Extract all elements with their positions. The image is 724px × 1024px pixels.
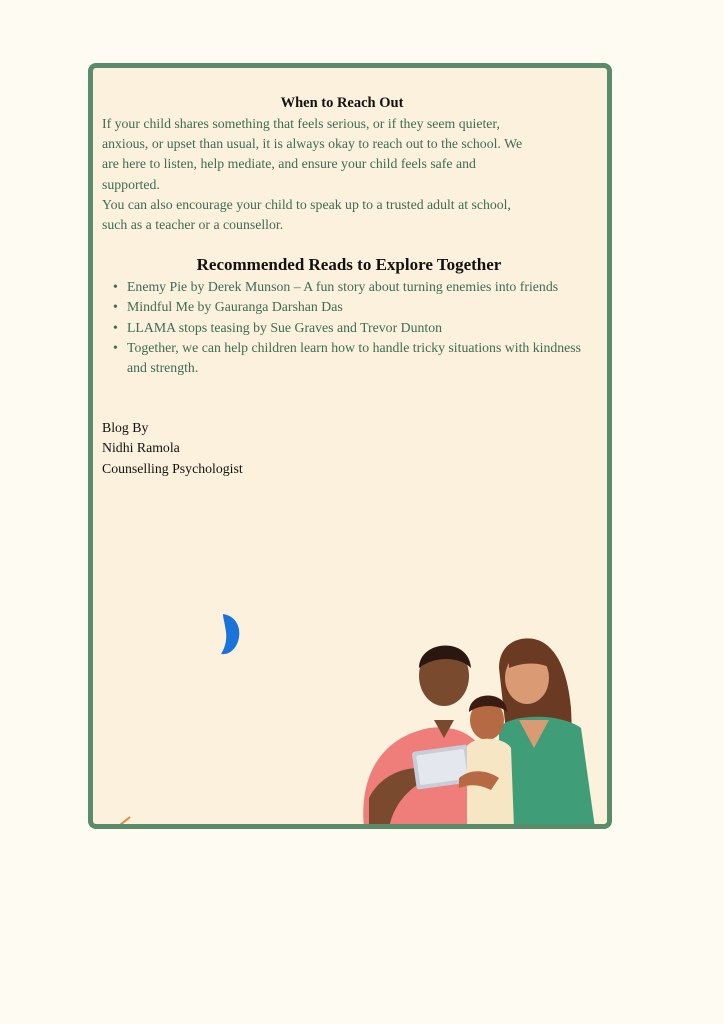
blue-crescent-icon (211, 612, 243, 656)
reads-list (102, 277, 582, 378)
byline (102, 418, 582, 479)
author-name: Nidhi Ramola (102, 440, 180, 456)
card-content (102, 95, 582, 479)
reach-out-line: are here to listen, help mediate, and ensure your child feels safe and (102, 156, 476, 172)
reach-out-line: You can also encourage your child to speak up to a trusted adult at school, (102, 196, 511, 212)
reach-out-line: If your child shares something that feels serious, or if they seem quieter, (102, 116, 500, 131)
family-illustration (359, 628, 609, 828)
reads-list-item: • Mindful Me by Gauranga Darshan Das (126, 297, 582, 317)
reach-out-heading: When to Reach Out (280, 95, 404, 111)
reads-list-item: • LLAMA stops teasing by Sue Graves and Trevor Dunton (126, 318, 582, 338)
reach-out-line: supported. (102, 176, 160, 192)
author-role: Counselling Psychologist (102, 460, 243, 476)
reach-out-line: anxious, or upset than usual, it is always okay to reach out to the school. We (102, 136, 523, 152)
reads-list-item: • Together, we can help children learn how to handle tricky situations with kindness and strength. (126, 338, 582, 378)
byline-label: Blog By (102, 420, 149, 436)
reach-out-line: such as a teacher or a counsellor. (102, 217, 284, 233)
reads-heading: Recommended Reads to Explore Together (196, 255, 502, 275)
orange-mark-icon (119, 816, 131, 826)
reads-list-item: • Enemy Pie by Derek Munson – A fun story about turning enemies into friends (126, 277, 582, 297)
blog-card (88, 63, 612, 829)
